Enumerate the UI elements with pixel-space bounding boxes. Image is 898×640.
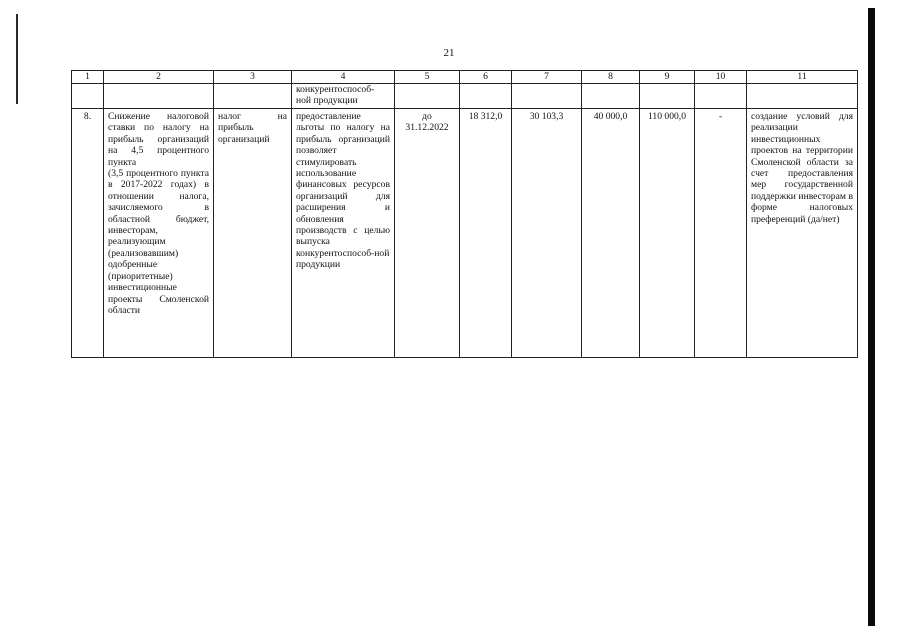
- column-header-4: 4: [292, 71, 395, 84]
- scan-edge-mark: [16, 14, 18, 104]
- column-header-2: 2: [104, 71, 214, 84]
- column-header-10: 10: [695, 71, 747, 84]
- continuation-row: [72, 84, 858, 109]
- scan-edge-bar: [868, 8, 875, 626]
- column-header-6: 6: [460, 71, 512, 84]
- column-number-row: [72, 71, 858, 84]
- measure-cell: Снижение налоговой ставки по налогу на прибыль организаций на 4,5 процентного пункта (3,5 процентного пункта в 2017-2022 годах) в отношении налога, зачисляемого в областной бюджет, инвесторам, реализующим (реализовавшим) одобренные (приоритетные) инвестиционные проекты Смоленской области: [104, 109, 214, 358]
- value-cell-10: -: [695, 109, 747, 358]
- value-cell-9: 110 000,0: [640, 109, 695, 358]
- column-header-1: 1: [72, 71, 104, 84]
- continuation-purpose-cell: конкурентоспособ- ной продукции: [292, 84, 395, 109]
- column-header-5: 5: [395, 71, 460, 84]
- page-number: 21: [443, 47, 455, 59]
- term-cell: до 31.12.2022: [395, 109, 460, 358]
- column-header-9: 9: [640, 71, 695, 84]
- column-header-11: 11: [747, 71, 858, 84]
- column-header-7: 7: [512, 71, 582, 84]
- column-header-3: 3: [214, 71, 292, 84]
- table-row: [72, 109, 858, 358]
- value-cell-7: 30 103,3: [512, 109, 582, 358]
- value-cell-8: 40 000,0: [582, 109, 640, 358]
- value-cell-6: 18 312,0: [460, 109, 512, 358]
- purpose-cell: предоставление льготы по налогу на прибыль организаций позволяет стимулировать использование финансовых ресурсов организаций для расширения и обновления производств с целью выпуска конкурентоспособ-ной продукции: [292, 109, 395, 358]
- tax-cell: налог на прибыль организаций: [214, 109, 292, 358]
- row-number-cell: 8.: [72, 109, 104, 358]
- tax-benefit-table: [71, 70, 858, 358]
- column-header-8: 8: [582, 71, 640, 84]
- indicator-cell: создание условий для реализации инвестиционных проектов на территории Смоленской области за счет предоставления мер государственной поддержки инвесторам в форме налоговых преференций (да/нет): [747, 109, 858, 358]
